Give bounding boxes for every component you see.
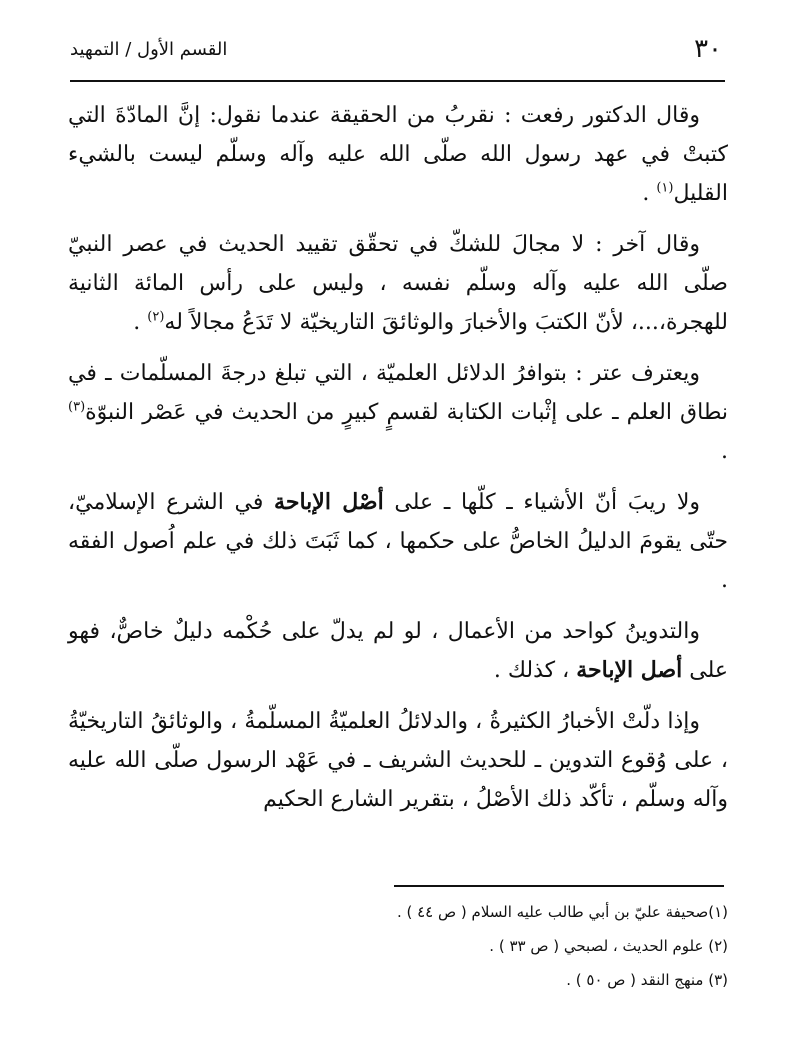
paragraph-text-end: . (721, 439, 728, 464)
paragraph-4 (68, 483, 728, 600)
footnote-1: (١)صحيفة عليّ بن أبي طالب عليه السلام ( ص ٤٤ ) . (396, 903, 728, 921)
paragraph-text: وقال آخر : لا مجالَ للشكّ في تحقّق تقييد الحديث في عصر النبيّ صلّى الله عليه وآله وسلّم نفسه ، وليس على رأس المائة الثانية للهجرة،...، لأنّ الكتبَ والأخبارَ والوثائقَ التاريخيّة لا تَدَعُ مجالاً له (68, 232, 728, 335)
footnote-2: (٢) علوم الحديث ، لصبحي ( ص ٣٣ ) . (489, 937, 728, 955)
footnotes (68, 895, 728, 997)
paragraph-text-end: ، كذلك . (493, 658, 577, 683)
bold-term: أصل الإباحة (576, 657, 683, 683)
paragraph-3 (68, 354, 728, 471)
footnote-ref-3: (٣) (68, 399, 86, 415)
paragraph-text-end: . (133, 310, 148, 335)
paragraph-text-end: في الشرع الإسلاميّ، حتّى يقومَ الدليلُ الخاصُّ على حكمها ، كما ثَبَتَ ذلك في علم اُصول الفقه . (68, 490, 728, 593)
paragraph-6 (68, 702, 728, 819)
paragraph-5 (68, 612, 728, 690)
paragraph-text: والتدوينُ كواحد من الأعمال ، لو لم يدلّ على حُكْمه دليلٌ خاصٌّ، فهو على (68, 619, 728, 683)
paragraph-1 (68, 96, 728, 213)
body-text (68, 96, 728, 831)
page-number: ٣٠ (694, 34, 722, 64)
paragraph-text: ولا ريبَ أنّ الأشياء ـ كلّها ـ على (383, 490, 700, 515)
page-header (70, 28, 722, 76)
footnote-ref-2: (٢) (147, 309, 165, 325)
paragraph-text-end: . (642, 181, 657, 206)
footnote-3: (٣) منهج النقد ( ص ٥٠ ) . (566, 971, 728, 989)
paragraph-text: وقال الدكتور رفعت : نقربُ من الحقيقة عندما نقول: إنَّ المادّةَ التي كتبتْ في عهد رسول الله صلّى الله عليه وآله وسلّم ليست بالشيء القليل (68, 103, 728, 206)
bold-term: أصْل الإباحة (274, 489, 384, 515)
paragraph-text: وإذا دلّتْ الأخبارُ الكثيرةُ ، والدلائلُ العلميّةُ المسلّمةُ ، والوثائقُ التاريخيّةُ ، على وُقوع التدوين ـ للحديث الشريف ـ في عَهْد الرسول صلّى الله عليه وآله وسلّم ، تأكّد ذلك الأصْلُ ، بتقرير الشارع الحكيم (68, 709, 728, 812)
footnote-ref-1: (١) (656, 180, 674, 196)
paragraph-2 (68, 225, 728, 342)
footnote-rule (394, 885, 724, 887)
header-rule (70, 80, 725, 82)
paragraph-text: ويعترف عتر : بتوافرُ الدلائل العلميّة ، التي تبلغ درجةَ المسلّمات ـ في نطاق العلم ـ على إثْبات الكتابة لقسمٍ كبيرٍ من الحديث في عَصْر النبوّة (68, 361, 728, 425)
running-title: القسم الأول / التمهيد (70, 39, 228, 60)
